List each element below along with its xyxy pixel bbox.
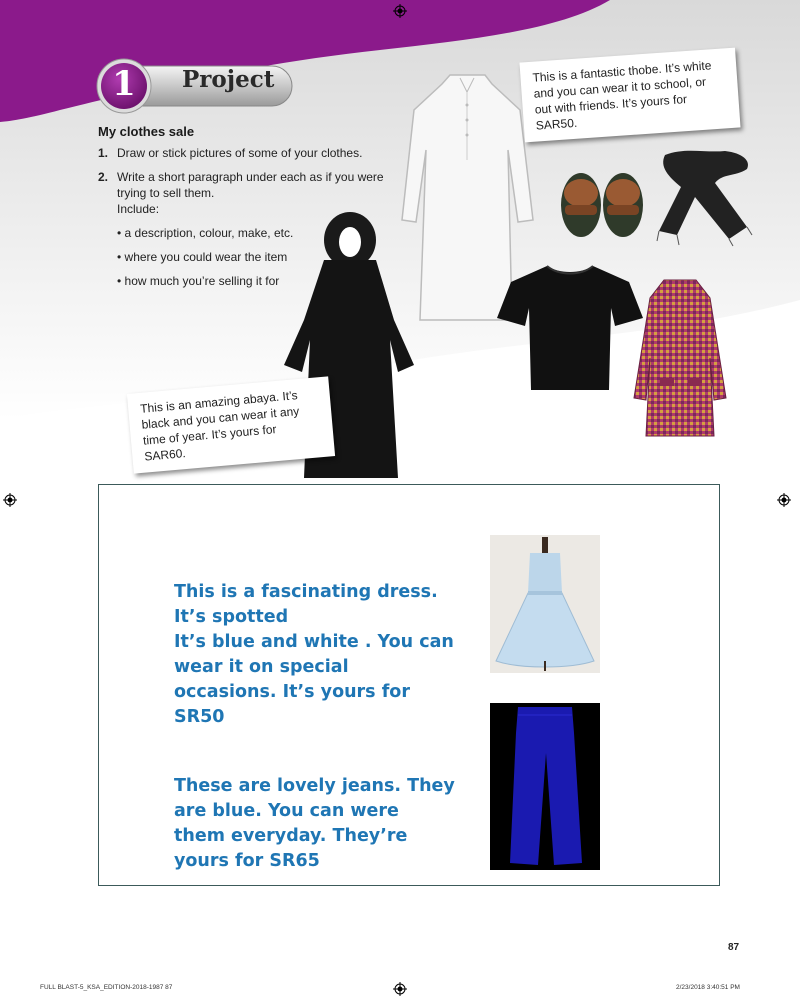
instruction-bullet: • where you could wear the item bbox=[117, 250, 288, 264]
coat-image bbox=[630, 278, 730, 438]
project-number: 1 bbox=[112, 64, 136, 104]
instruction-number: 1. bbox=[98, 146, 109, 160]
footer-timestamp: 2/23/2018 3:40:51 PM bbox=[676, 984, 740, 991]
dress-photo bbox=[490, 535, 600, 673]
instruction-number: 2. bbox=[98, 170, 109, 184]
dress-description-line: It’s blue and white . You can bbox=[174, 632, 454, 652]
jeans-photo bbox=[490, 703, 600, 870]
jeans-description-line: are blue. You can were bbox=[174, 801, 399, 821]
registration-mark-icon bbox=[777, 493, 791, 507]
instruction-item bbox=[98, 145, 388, 161]
dress-description bbox=[174, 580, 454, 730]
dress-description-line: occasions. It’s yours for bbox=[174, 682, 410, 702]
sandals-image bbox=[553, 163, 651, 240]
project-title: Project bbox=[182, 66, 275, 93]
section-subtitle: My clothes sale bbox=[98, 124, 195, 139]
jeans-description-line: yours for SR65 bbox=[174, 851, 320, 871]
instruction-text: Write a short paragraph under each as if you were trying to sell them. bbox=[117, 170, 384, 200]
footer-file-info: FULL BLAST-5_KSA_EDITION-2018-1987 87 bbox=[40, 984, 173, 991]
jeans-description-line: them everyday. They’re bbox=[174, 826, 408, 846]
tshirt-image bbox=[497, 262, 643, 392]
registration-mark-icon bbox=[393, 982, 407, 996]
jeans-description-line: These are lovely jeans. They bbox=[174, 776, 455, 796]
scarf-image bbox=[655, 147, 755, 247]
registration-mark-icon bbox=[393, 4, 407, 18]
jeans-description bbox=[174, 774, 455, 874]
instruction-text: Draw or stick pictures of some of your clothes. bbox=[117, 146, 363, 160]
thobe-caption-note: This is a fantastic thobe. It’s white and you can wear it to school, or out with friends. It’s yours for SAR50. bbox=[519, 48, 740, 143]
dress-description-line: It’s spotted bbox=[174, 607, 289, 627]
dress-description-line: This is a fascinating dress. bbox=[174, 582, 438, 602]
abaya-caption-note: This is an amazing abaya. It’s black and you can wear it any time of year. It’s yours for SAR60. bbox=[127, 376, 335, 473]
instruction-bullet: • how much you’re selling it for bbox=[117, 274, 280, 288]
page-number: 87 bbox=[728, 942, 740, 953]
registration-mark-icon bbox=[3, 493, 17, 507]
dress-description-line: SR50 bbox=[174, 707, 225, 727]
instruction-bullet: • a description, colour, make, etc. bbox=[117, 226, 294, 240]
include-label: Include: bbox=[117, 202, 160, 216]
dress-description-line: wear it on special bbox=[174, 657, 349, 677]
